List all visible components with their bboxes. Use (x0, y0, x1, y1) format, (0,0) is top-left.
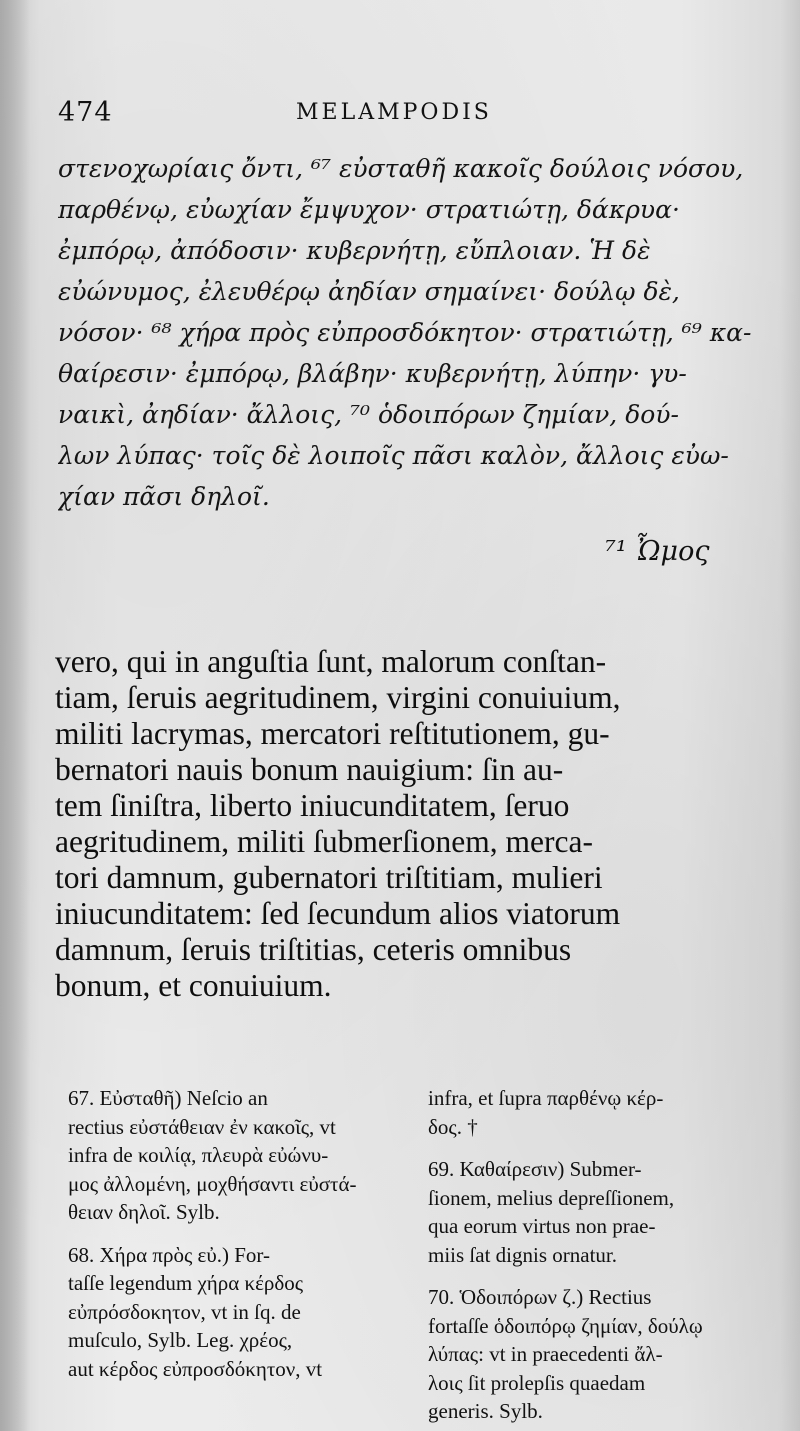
latin-line: vero, qui in anguſtia ſunt, malorum conſtan- (55, 644, 607, 679)
latin-line: bernatori nauis bonum nauigium: ſin au- (55, 752, 564, 787)
footnote-line: miis ſat dignis ornatur. (428, 1242, 617, 1267)
latin-line: aegritudinem, militi ſubmerſionem, merca- (55, 824, 593, 859)
footnote-line: μος ἀλλομένη, μοχθήσαντι εὐστά- (68, 1171, 357, 1196)
footnote-line: εὐπρόσδοκητον, vt in ſq. de (68, 1299, 301, 1324)
footnote-line: δος. † (428, 1114, 478, 1139)
greek-line: παρθένῳ, εὐωχίαν ἔμψυχον· στρατιώτῃ, δάκρυα· (58, 195, 680, 224)
catchword: ⁷¹ Ὦμος (605, 536, 710, 567)
footnote-line: rectius εὐστάθειαν ἐν κακοῖς, vt (68, 1114, 336, 1139)
running-title: MELAMPODIS (296, 100, 492, 125)
footnote-line: θειαν δηλοῖ. Sylb. (68, 1200, 220, 1224)
greek-line: λων λύπας· τοῖς δὲ λοιποῖς πᾶσι καλὸν, ἄλλοις εὐω- (58, 441, 729, 470)
footnote-line: taſſe legendum χήρα κέρδος (68, 1271, 304, 1295)
greek-line: ναικὶ, ἀηδίαν· ἄλλοις, ⁷⁰ ὁδοιπόρων ζημίαν, δού- (58, 400, 679, 429)
latin-line: tori damnum, gubernatori triſtitiam, mulieri (55, 860, 603, 895)
footnote-line: ſionem, melius depreſſionem, (428, 1185, 675, 1210)
footnotes-left-column (68, 1084, 403, 1397)
latin-translation-block (55, 644, 775, 1004)
footnote-line: infra, et ſupra παρθένῳ κέρ- (428, 1086, 664, 1110)
greek-line: εὐώνυμος, ἐλευθέρῳ ἀηδίαν σημαίνει· δούλῳ δὲ, (58, 277, 680, 306)
footnote-68 (68, 1241, 403, 1384)
greek-line: στενοχωρίαις ὄντι, ⁶⁷ εὐσταθῆ κακοῖς δούλοις νόσου, (58, 154, 744, 183)
footnote-69 (428, 1155, 773, 1269)
latin-line: tiam, ſeruis aegritudinem, virgini conuiuium, (55, 680, 621, 715)
footnote-line: muſculo, Sylb. Leg. χρέος, (68, 1328, 293, 1352)
page-number: 474 (58, 97, 113, 128)
greek-line: ἐμπόρῳ, ἀπόδοσιν· κυβερνήτῃ, εὔπλοιαν. Ἡ δὲ (58, 236, 651, 265)
footnote-line: generis. Sylb. (428, 1399, 543, 1423)
page-spine-shadow (0, 0, 30, 1431)
greek-text-block (58, 148, 768, 517)
footnote-68-continued (428, 1084, 773, 1141)
greek-line: χίαν πᾶσι δηλοῖ. (58, 482, 270, 511)
footnote-line: infra de κοιλίᾳ, πλευρὰ εὐώνυ- (68, 1143, 329, 1167)
footnote-line: fortaſſe ὁδοιπόρῳ ζημίαν, δούλῳ (428, 1313, 703, 1338)
footnote-line: aut κέρδος εὐπροσδόκητον, vt (68, 1356, 323, 1381)
footnote-70 (428, 1283, 773, 1426)
latin-line: bonum, et conuiuium. (55, 968, 332, 1003)
latin-line: damnum, ſeruis triſtitias, ceteris omnibus (55, 932, 572, 967)
greek-line: θαίρεσιν· ἐμπόρῳ, βλάβην· κυβερνήτῃ, λύπην· γυ- (58, 359, 687, 388)
latin-line: tem ſiniſtra, liberto iniucunditatem, ſeruo (55, 788, 570, 823)
footnote-line: λύπας: vt in praecedenti ἄλ- (428, 1342, 663, 1366)
footnotes-right-column (428, 1084, 773, 1431)
footnote-line: 67. Εὐσταθῆ) Neſcio an (68, 1086, 268, 1110)
footnote-67 (68, 1084, 403, 1227)
greek-line: νόσον· ⁶⁸ χήρα πρὸς εὐπροσδόκητον· στρατιώτῃ, ⁶⁹ κα- (58, 318, 752, 347)
footnote-line: 68. Χήρα πρὸς εὐ.) For- (68, 1242, 270, 1267)
footnote-line: 70. Ὁδοιπόρων ζ.) Rectius (428, 1285, 652, 1309)
latin-line: militi lacrymas, mercatori reſtitutionem, gu- (55, 716, 610, 751)
latin-line: iniucunditatem: ſed ſecundum alios viatorum (55, 896, 621, 931)
footnote-line: λοις ſit prolepſis quaedam (428, 1370, 646, 1395)
footnote-line: qua eorum virtus non prae- (428, 1214, 656, 1238)
page-header (58, 97, 758, 133)
footnote-line: 69. Καθαίρεσιν) Submer- (428, 1157, 642, 1181)
